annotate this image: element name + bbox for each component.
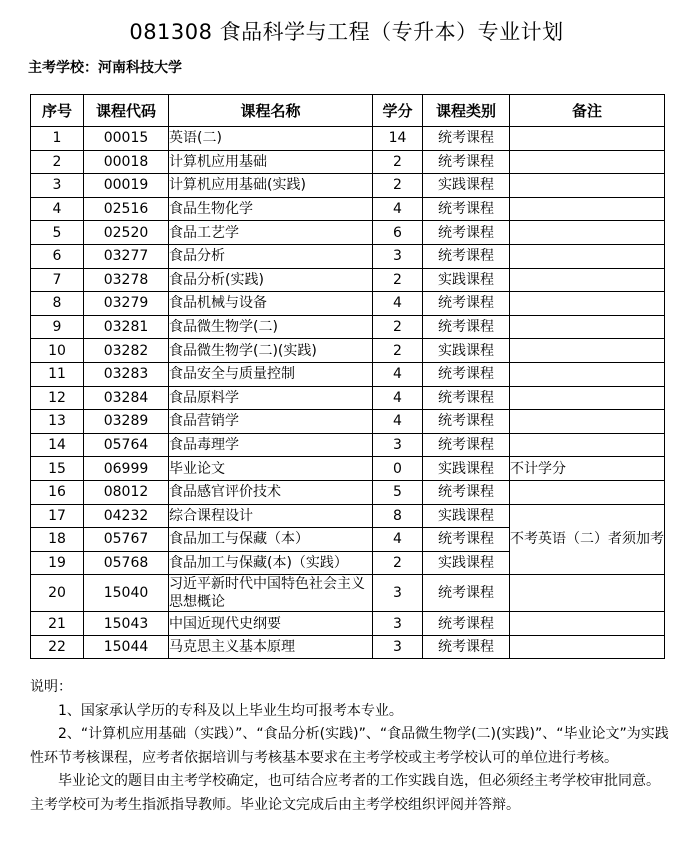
row-credit: 4 — [373, 386, 423, 410]
table-row — [31, 150, 665, 174]
table-row — [31, 221, 665, 245]
row-credit: 4 — [373, 528, 423, 552]
row-name: 食品加工与保藏(本)（实践） — [169, 551, 373, 575]
row-no: 3 — [31, 174, 84, 198]
row-name: 食品营销学 — [169, 410, 373, 434]
row-credit: 4 — [373, 410, 423, 434]
row-credit: 3 — [373, 575, 423, 612]
row-name: 食品工艺学 — [169, 221, 373, 245]
row-credit: 3 — [373, 433, 423, 457]
row-credit: 5 — [373, 480, 423, 504]
row-type: 统考课程 — [423, 197, 510, 221]
row-name: 食品原料学 — [169, 386, 373, 410]
table-row — [31, 197, 665, 221]
row-code: 03281 — [84, 315, 169, 339]
row-name: 食品安全与质量控制 — [169, 362, 373, 386]
row-no: 12 — [31, 386, 84, 410]
row-type: 实践课程 — [423, 457, 510, 481]
row-credit: 3 — [373, 612, 423, 636]
table-row — [31, 315, 665, 339]
table-row — [31, 244, 665, 268]
table-row — [31, 292, 665, 316]
row-code: 06999 — [84, 457, 169, 481]
row-remark — [510, 480, 665, 504]
row-no: 11 — [31, 362, 84, 386]
row-credit: 4 — [373, 197, 423, 221]
row-credit: 3 — [373, 635, 423, 659]
table-row — [31, 480, 665, 504]
row-type: 实践课程 — [423, 174, 510, 198]
row-name: 食品分析 — [169, 244, 373, 268]
row-credit: 2 — [373, 174, 423, 198]
row-type: 实践课程 — [423, 504, 510, 528]
row-no: 18 — [31, 528, 84, 552]
row-remark — [510, 292, 665, 316]
row-type: 实践课程 — [423, 268, 510, 292]
note-item: 毕业论文的题目由主考学校确定，也可结合应考者的工作实践自选，但必须经主考学校审批同意。主考学校可为考生指派指导教师。毕业论文完成后由主考学校组织评阅并答辩。 — [30, 773, 660, 813]
table-row — [31, 612, 665, 636]
header-type: 课程类别 — [423, 95, 510, 127]
row-type: 实践课程 — [423, 339, 510, 363]
row-credit: 4 — [373, 292, 423, 316]
row-type: 统考课程 — [423, 528, 510, 552]
row-no: 9 — [31, 315, 84, 339]
row-code: 05768 — [84, 551, 169, 575]
row-no: 16 — [31, 480, 84, 504]
row-code: 00019 — [84, 174, 169, 198]
row-no: 21 — [31, 612, 84, 636]
row-code: 00018 — [84, 150, 169, 174]
row-code: 08012 — [84, 480, 169, 504]
row-name: 食品加工与保藏（本） — [169, 528, 373, 552]
table-row — [31, 575, 665, 612]
row-remark — [510, 244, 665, 268]
row-type: 统考课程 — [423, 315, 510, 339]
row-type: 统考课程 — [423, 612, 510, 636]
row-name: 食品微生物学(二)(实践) — [169, 339, 373, 363]
table-row — [31, 386, 665, 410]
row-no: 1 — [31, 127, 84, 151]
notes-section — [30, 676, 670, 817]
header-code: 课程代码 — [84, 95, 169, 127]
row-remark — [510, 221, 665, 245]
row-code: 03279 — [84, 292, 169, 316]
row-type: 实践课程 — [423, 551, 510, 575]
row-credit: 2 — [373, 268, 423, 292]
row-name: 中国近现代史纲要 — [169, 612, 373, 636]
row-credit: 6 — [373, 221, 423, 245]
row-name: 习近平新时代中国特色社会主义思想概论 — [169, 575, 373, 612]
row-remark — [510, 635, 665, 659]
row-no: 10 — [31, 339, 84, 363]
row-no: 8 — [31, 292, 84, 316]
row-type: 统考课程 — [423, 127, 510, 151]
row-name: 食品微生物学(二) — [169, 315, 373, 339]
row-remark — [510, 315, 665, 339]
row-credit: 2 — [373, 315, 423, 339]
row-remark — [510, 386, 665, 410]
header-credit: 学分 — [373, 95, 423, 127]
row-name: 毕业论文 — [169, 457, 373, 481]
row-credit: 0 — [373, 457, 423, 481]
row-code: 03282 — [84, 339, 169, 363]
row-type: 统考课程 — [423, 480, 510, 504]
row-name: 英语(二) — [169, 127, 373, 151]
row-type: 统考课程 — [423, 362, 510, 386]
row-name: 马克思主义基本原理 — [169, 635, 373, 659]
row-credit: 14 — [373, 127, 423, 151]
row-remark — [510, 197, 665, 221]
row-name: 食品生物化学 — [169, 197, 373, 221]
row-credit: 4 — [373, 362, 423, 386]
row-code: 05764 — [84, 433, 169, 457]
row-credit: 3 — [373, 244, 423, 268]
row-name: 食品感官评价技术 — [169, 480, 373, 504]
row-code: 15044 — [84, 635, 169, 659]
row-credit: 2 — [373, 551, 423, 575]
row-remark — [510, 339, 665, 363]
row-remark — [510, 433, 665, 457]
table-row — [31, 433, 665, 457]
table-row — [31, 339, 665, 363]
row-code: 00015 — [84, 127, 169, 151]
row-code: 15040 — [84, 575, 169, 612]
row-remark — [510, 127, 665, 151]
row-remark: 不计学分 — [510, 457, 665, 481]
table-row — [31, 127, 665, 151]
page-title: 081308 食品科学与工程（专升本）专业计划 — [129, 20, 564, 44]
row-remark — [510, 575, 665, 612]
table-row — [31, 362, 665, 386]
row-no: 22 — [31, 635, 84, 659]
row-remark — [510, 268, 665, 292]
row-type: 统考课程 — [423, 221, 510, 245]
table-row — [31, 174, 665, 198]
row-code: 03289 — [84, 410, 169, 434]
row-no: 17 — [31, 504, 84, 528]
row-code: 04232 — [84, 504, 169, 528]
header-remark: 备注 — [510, 95, 665, 127]
row-remark — [510, 362, 665, 386]
row-remark — [510, 410, 665, 434]
row-remark — [510, 174, 665, 198]
table-row — [31, 504, 665, 528]
row-type: 统考课程 — [423, 386, 510, 410]
row-code: 02520 — [84, 221, 169, 245]
row-no: 19 — [31, 551, 84, 575]
row-name: 食品机械与设备 — [169, 292, 373, 316]
row-type: 统考课程 — [423, 292, 510, 316]
row-code: 15043 — [84, 612, 169, 636]
row-type: 统考课程 — [423, 433, 510, 457]
row-no: 15 — [31, 457, 84, 481]
row-code: 03277 — [84, 244, 169, 268]
row-code: 05767 — [84, 528, 169, 552]
table-header-row — [31, 95, 665, 127]
header-no: 序号 — [31, 95, 84, 127]
school-label: 主考学校：河南科技大学 — [28, 60, 182, 76]
row-name: 计算机应用基础 — [169, 150, 373, 174]
row-code: 03284 — [84, 386, 169, 410]
row-credit: 2 — [373, 150, 423, 174]
table-row — [31, 635, 665, 659]
header-name: 课程名称 — [169, 95, 373, 127]
row-no: 13 — [31, 410, 84, 434]
row-type: 统考课程 — [423, 150, 510, 174]
row-credit: 2 — [373, 339, 423, 363]
row-type: 统考课程 — [423, 410, 510, 434]
row-code: 03283 — [84, 362, 169, 386]
note-item: 1、国家承认学历的专科及以上毕业生均可报考本专业。 — [58, 702, 403, 719]
row-code: 03278 — [84, 268, 169, 292]
row-name: 综合课程设计 — [169, 504, 373, 528]
row-remark — [510, 150, 665, 174]
row-type: 统考课程 — [423, 244, 510, 268]
note-item: 2、“计算机应用基础（实践）”、“食品分析(实践)”、“食品微生物学(二)(实践)”、“毕业论文”为实践性环节考核课程，应考者依据培训与考核基本要求在主考学校或主考学校认可的单位进行考核。 — [30, 726, 669, 766]
row-name: 食品毒理学 — [169, 433, 373, 457]
row-code: 02516 — [84, 197, 169, 221]
row-no: 14 — [31, 433, 84, 457]
row-no: 7 — [31, 268, 84, 292]
row-name: 计算机应用基础(实践) — [169, 174, 373, 198]
row-no: 6 — [31, 244, 84, 268]
row-name: 食品分析(实践) — [169, 268, 373, 292]
row-remark — [510, 612, 665, 636]
course-plan-table — [30, 94, 665, 659]
row-credit: 8 — [373, 504, 423, 528]
row-type: 统考课程 — [423, 635, 510, 659]
table-row — [31, 268, 665, 292]
row-no: 2 — [31, 150, 84, 174]
row-remark: 不考英语（二）者须加考 — [510, 504, 665, 575]
row-no: 4 — [31, 197, 84, 221]
notes-heading: 说明： — [30, 679, 72, 695]
row-type: 统考课程 — [423, 575, 510, 612]
row-no: 5 — [31, 221, 84, 245]
row-no: 20 — [31, 575, 84, 612]
table-row — [31, 457, 665, 481]
table-row — [31, 410, 665, 434]
